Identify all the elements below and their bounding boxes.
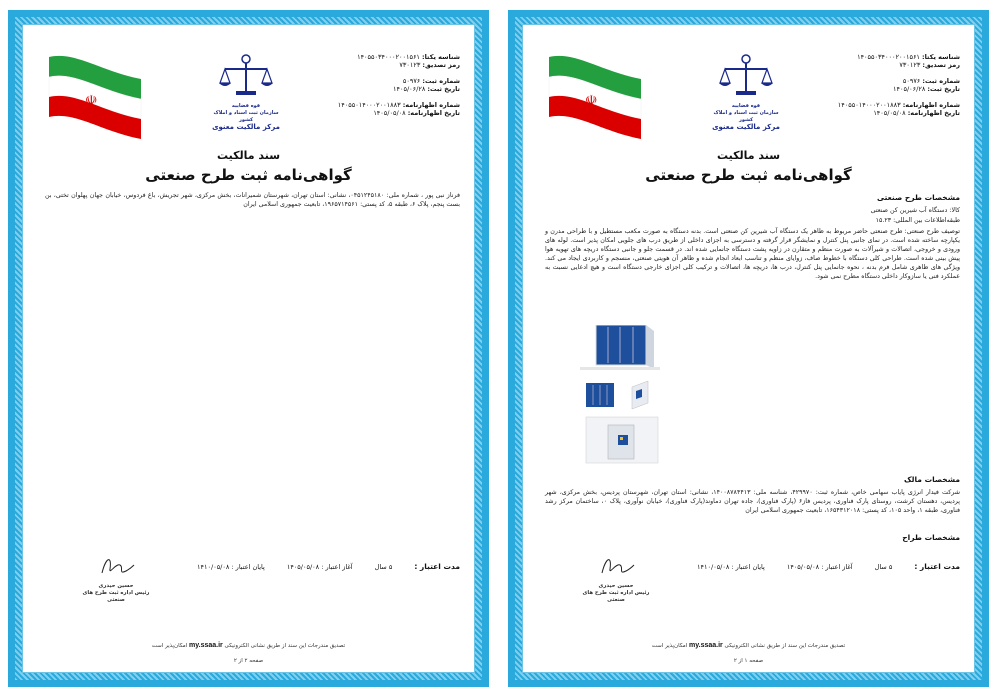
reg-number-value: ۵۰۹۷۶ — [902, 77, 921, 85]
national-id-label: شناسه یکتا: — [422, 53, 460, 61]
reg-number-value: ۵۰۹۷۶ — [402, 77, 421, 85]
decl-date-value: ۱۴۰۵/۰۵/۰۸ — [373, 109, 406, 117]
verification-footer — [523, 642, 974, 649]
reg-date-value: ۱۴۰۵/۰۶/۲۸ — [393, 85, 426, 93]
certificate-page-2 — [8, 10, 489, 687]
page-content — [22, 24, 475, 673]
org-registration: سازمان ثبت اسناد و املاک کشور — [213, 110, 279, 123]
validity-label: مدت اعتبار : — [414, 562, 460, 571]
signature-block — [581, 553, 651, 604]
signer-role: رئیس اداره ثبت طرح های صنعتی — [82, 590, 150, 603]
owner-heading: مشخصات مالک — [904, 475, 960, 484]
national-id-value: ۱۴۰۵۵۰۳۴۰۰۰۲۰۰۱۵۶۱ — [857, 53, 920, 61]
svg-text:☫: ☫ — [85, 93, 98, 109]
certificate-page-1 — [508, 10, 989, 687]
judiciary-emblem — [211, 51, 281, 131]
national-id-label: شناسه یکتا: — [922, 53, 960, 61]
reg-date-value: ۱۴۰۵/۰۶/۲۸ — [893, 85, 926, 93]
validity-start: آغاز اعتبار : ۱۴۰۵/۰۵/۰۸ — [286, 562, 353, 571]
validity-duration: ۵ سال — [374, 562, 393, 571]
doc-title: سند مالکیت — [716, 149, 781, 162]
reg-number-label: شماره ثبت: — [422, 77, 460, 85]
decl-number-value: ۱۴۰۵۵۰۱۴۰۰۰۲۰۰۱۸۸۳ — [337, 101, 401, 109]
scales-of-justice-icon — [217, 51, 275, 99]
cert-title: گواهی‌نامه ثبت طرح صنعتی — [645, 166, 852, 184]
reg-date-label: تاریخ ثبت: — [427, 85, 460, 93]
cert-title: گواهی‌نامه ثبت طرح صنعتی — [145, 166, 352, 184]
page-number: صفحه ۲ از ۲ — [233, 658, 264, 664]
validity-start: آغاز اعتبار : ۱۴۰۵/۰۵/۰۸ — [786, 562, 853, 571]
org-judiciary: قوه قضاییه — [731, 103, 761, 109]
judiciary-emblem — [711, 51, 781, 131]
class-line: طبقه‌اطلاعات بین المللی: ۱۵.۲۳ — [875, 217, 960, 224]
footer-text-before: تصدیق مندرجات این سند از طریق نشانی الکترونیکی — [724, 643, 846, 649]
iran-flag-icon — [45, 49, 145, 161]
footer-text-before: تصدیق مندرجات این سند از طریق نشانی الکترونیکی — [224, 643, 346, 649]
verification-footer — [23, 642, 474, 649]
national-id-value: ۱۴۰۵۵۰۳۴۰۰۰۲۰۰۱۵۶۱ — [357, 53, 420, 61]
signature-block — [81, 553, 151, 604]
decl-date-label: تاریخ اظهارنامه: — [907, 109, 960, 117]
iran-flag-icon — [545, 49, 645, 161]
validity-end: پایان اعتبار : ۱۴۱۰/۰۵/۰۸ — [697, 562, 765, 571]
decl-number-label: شماره اظهارنامه: — [402, 101, 460, 109]
verify-code-label: رمز تصدیق: — [922, 61, 960, 69]
designer-heading: مشخصات طراح — [902, 533, 960, 542]
doc-title: سند مالکیت — [216, 149, 281, 162]
verify-code-value: ۷۳۰۱۲۳ — [899, 61, 921, 69]
certificate-metadata — [320, 53, 460, 117]
org-registration: سازمان ثبت اسناد و املاک کشور — [713, 110, 779, 123]
org-ip-center: مرکز مالکیت معنوی — [212, 123, 280, 131]
verify-code-value: ۷۳۰۱۲۳ — [399, 61, 421, 69]
product-line: کالا: دستگاه آب شیرین کن صنعتی — [870, 207, 960, 214]
reg-number-label: شماره ثبت: — [922, 77, 960, 85]
footer-text-after: امکان‌پذیر است — [151, 643, 188, 649]
footer-text-after: امکان‌پذیر است — [651, 643, 688, 649]
org-judiciary: قوه قضاییه — [231, 103, 261, 109]
decl-number-value: ۱۴۰۵۵۰۱۴۰۰۰۲۰۰۱۸۸۳ — [837, 101, 901, 109]
decl-date-value: ۱۴۰۵/۰۵/۰۸ — [873, 109, 906, 117]
verification-link[interactable]: my.ssaa.ir — [689, 642, 723, 649]
design-heading: مشخصات طرح صنعتی — [877, 193, 960, 202]
page-content — [522, 24, 975, 673]
svg-text:☫: ☫ — [585, 93, 598, 109]
validity-end: پایان اعتبار : ۱۴۱۰/۰۵/۰۸ — [197, 562, 265, 571]
signer-name: حسین حیدری — [598, 583, 634, 589]
org-ip-center: مرکز مالکیت معنوی — [712, 123, 780, 131]
verification-link[interactable]: my.ssaa.ir — [189, 642, 223, 649]
scales-of-justice-icon — [717, 51, 775, 99]
signature-icon — [96, 553, 136, 579]
validity-duration: ۵ سال — [874, 562, 893, 571]
decl-date-label: تاریخ اظهارنامه: — [407, 109, 460, 117]
owner-text: شرکت فیدار انرژی پایاب سهامی خاص، شماره ثبت: ۴۲۹۹۷۰، شناسه ملی: ۱۴۰۰۸۷۸۴۴۱۳، نشانی: استان تهران، شهرستان پردیس، بخش مرکزی، شهر پردیس، دهستان کرشت، روستای پارک فناوری، پردیس فاز۶ (پارک فناوری)، جاده تهران دماوند(پارک فناوری)، خیابان نوآوری، پلاک ۰، ساختمان مرکز رشد فناوری، طبقه ۱، واحد ۱۰۵، کد پستی: ۱۶۵۴۳۱۲۰۱۸، تابعیت جمهوری اسلامی ایران — [545, 489, 961, 514]
verify-code-label: رمز تصدیق: — [422, 61, 460, 69]
validity-label: مدت اعتبار : — [914, 562, 960, 571]
decl-number-label: شماره اظهارنامه: — [902, 101, 960, 109]
owner-text: فرناز نبی پور ، شماره ملی: ۰۴۵۱۲۴۵۱۸۰، نشانی: استان تهران، شهرستان شمیرانات، بخش مرکزی، شهر تجریش، باغ فردوس، خیابان جهان پهلوان تختی، بن بست پنجم، پلاک ۶، طبقه ۵، کد پستی: ۱۹۶۵۷۱۴۵۶۱، تابعیت جمهوری اسلامی ایران — [45, 192, 460, 208]
certificate-metadata — [820, 53, 960, 117]
signer-role: رئیس اداره ثبت طرح های صنعتی — [582, 590, 650, 603]
page-number: صفحه ۱ از ۲ — [733, 658, 764, 664]
signature-icon — [596, 553, 636, 579]
design-drawings-image — [578, 325, 663, 465]
signer-name: حسین حیدری — [98, 583, 134, 589]
reg-date-label: تاریخ ثبت: — [927, 85, 960, 93]
design-description: توصیف طرح صنعتی: طرح صنعتی حاضر مربوط به ظاهر یک دستگاه آب شیرین کن صنعتی است. بدنه دستگاه به صورت مکعب مستطیل و با طراحی مدرن و یکپارچه ساخته شده است. در نمای جانبی پنل کنترل و نمایشگر قرار گرفته و دسترسی به اجزای داخلی از طریق درب های جلویی امکان پذیر است. لوله های ورودی و خروجی، اتصالات و شیرآلات به صورت منظم و متقارن در زاویه پشت دستگاه جانمایی شده اند. در قسمت جلو و جانبی دستگاه دریچه های تهویه هوا پیش بینی شده است. طراحی کلی دستگاه با خطوط صاف، زوایای منظم و تناسب ابعاد انجام شده و ظاهر آن هویتی صنعتی، منسجم و کاربردی ایجاد می کند. ویژگی های ظاهری شامل فرم بدنه ، نحوه جانمایی پنل کنترل، درب ها، دریچه ها، اتصالات و ترکیب کلی اجزای خارجی دستگاه است و هیچ ادعایی نسبت به عملکرد فنی یا سازوکار داخلی دستگاه مطرح نمی شود. — [545, 228, 960, 280]
